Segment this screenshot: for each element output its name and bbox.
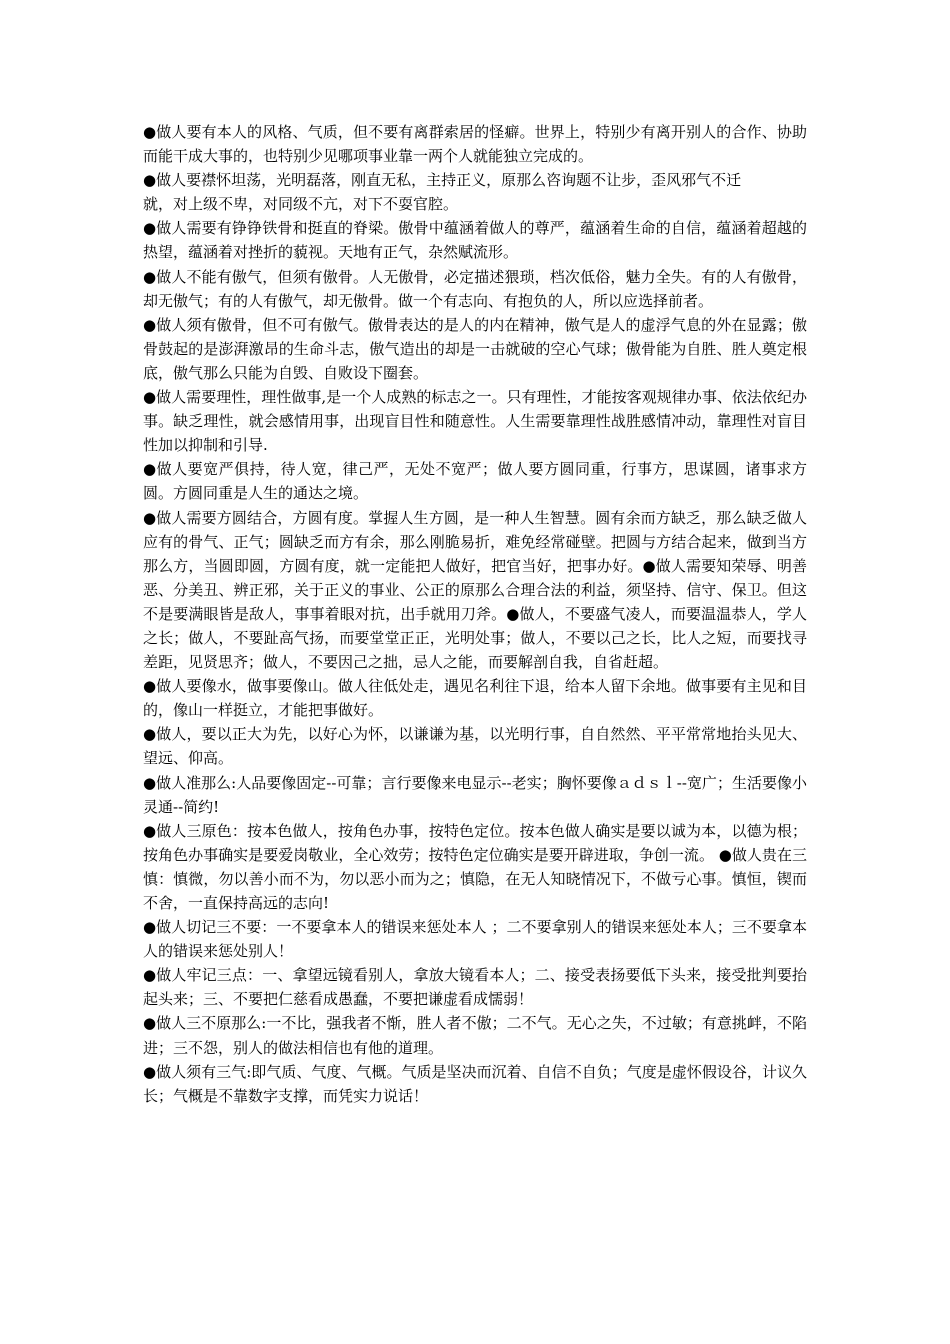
paragraph-pride: ●做人不能有傲气，但须有傲骨。人无傲骨，必定描述猥琐，档次低俗，魅力全失。有的人有傲骨，却无傲气；有的人有傲气，却无傲骨。做一个有志向、有抱负的人，所以应选择前者。 — [143, 267, 807, 310]
paragraph-integrity-cont: 就，对上级不卑，对同级不亢，对下不耍官腔。 — [143, 195, 459, 214]
paragraph-three-points: ●做人牢记三点：一、拿望远镜看别人，拿放大镜看本人；二、接受表扬要低下头来，接受批判要抬起头来；三、不要把仁慈看成愚蠢，不要把谦虚看成懦弱！ — [143, 966, 807, 1009]
paragraph-water-mountain: ●做人要像水，做事要像山。做人往低处走，遇见名利往下退，给本人留下余地。做事要有主见和目的，像山一样挺立，才能把事做好。 — [143, 677, 807, 720]
paragraph-principles: ●做人准那么:人品要像固定--可靠；言行要像来电显示--老实；胸怀要像ａｄｓｌ--宽广；生活要像小灵通--简约! — [143, 773, 807, 816]
paragraph-backbone: ●做人需要有铮铮铁骨和挺直的脊梁。傲骨中蕴涵着做人的尊严，蕴涵着生命的自信，蕴涵着超越的热望，蕴涵着对挫折的藐视。天地有正气，杂然赋流形。 — [143, 219, 807, 262]
paragraph-rationality: ●做人需要理性，理性做事,是一个人成熟的标志之一。只有理性，才能按客观规律办事、依法依纪办事。缺乏理性，就会感情用事，出现盲目性和随意性。人生需要靠理性战胜感情冲动，靠理性对盲目性加以抑制和引导. — [143, 388, 807, 455]
paragraph-three-donts: ●做人切记三不要：一不要拿本人的错误来惩处本人 ；二不要拿别人的错误来惩处本人；三不要拿本人的错误来惩处别人！ — [143, 918, 807, 961]
paragraph-square-round: ●做人需要方圆结合，方圆有度。掌握人生方圆，是一种人生智慧。圆有余而方缺乏，那么缺乏做人应有的骨气、正气；圆缺乏而方有余，那么刚脆易折，难免经常碰壁。把圆与方结合起来，做到当方那么方，当圆即圆，方圆有度，就一定能把人做好，把官当好，把事办好。●做人需要知荣辱、明善恶、分美丑、辨正邪，关于正义的事业、公正的原那么合理合法的利益，须坚持、信守、保卫。但这不是要满眼皆是敌人，事事着眼对抗，出手就用刀斧。●做人，不要盛气凌人，而要温温恭人，学人之长；做人，不要趾高气扬，而要堂堂正正，光明处事；做人，不要以己之长，比人之短，而要找寻差距，见贤思齐；做人，不要因己之拙，忌人之能，而要解剖自我，自省赶超。 — [143, 508, 807, 672]
paragraph-style: ●做人要有本人的风格、气质，但不要有离群索居的怪癖。世界上，特别少有离开别人的合作、协助而能干成大事的，也特别少见哪项事业靠一两个人就能独立完成的。 — [143, 123, 807, 166]
paragraph-integrity: ●做人要襟怀坦荡，光明磊落，刚直无私，主持正义，原那么咨询题不让步，歪风邪气不迁 — [143, 171, 742, 190]
paragraph-three-colors: ●做人三原色：按本色做人，按角色办事，按特色定位。按本色做人确实是要以诚为本，以德为根；按角色办事确实是要爱岗敬业，全心效劳；按特色定位确实是要开辟进取，争创一流。 ●做人贵在三慎：慎微，勿以善小而不为，勿以恶小而为之；慎隐，在无人知晓情况下，不做亏心事。慎恒，锲而不舍，一直保持高远的志向! — [143, 821, 807, 912]
paragraph-uprightness: ●做人，要以正大为先，以好心为怀，以谦谦为基，以光明行事，自自然然、平平常常地抬头见大、望远、仰高。 — [143, 725, 807, 768]
paragraph-three-qi: ●做人须有三气:即气质、气度、气概。气质是坚决而沉着、自信不自负；气度是虚怀假设谷，计议久长；气概是不靠数字支撑，而凭实力说话！ — [143, 1062, 807, 1105]
paragraph-pride-vs-arrogance: ●做人须有傲骨，但不可有傲气。傲骨表达的是人的内在精神，傲气是人的虚浮气息的外在显露；傲骨鼓起的是澎湃激昂的生命斗志，傲气造出的却是一击就破的空心气球；傲骨能为自胜、胜人奠定根底，傲气那么只能为自毁、自败设下圈套。 — [143, 315, 807, 382]
paragraph-three-nos: ●做人三不原那么:一不比，强我者不惭，胜人者不傲；二不气。无心之失，不过敏；有意挑衅，不陷进；三不怨，别人的做法相信也有他的道理。 — [143, 1014, 807, 1057]
paragraph-leniency-strictness: ●做人要宽严俱持，待人宽，律己严，无处不宽严；做人要方圆同重，行事方，思谋圆，诸事求方圆。方圆同重是人生的通达之境。 — [143, 460, 807, 503]
document-body — [143, 120, 807, 1108]
